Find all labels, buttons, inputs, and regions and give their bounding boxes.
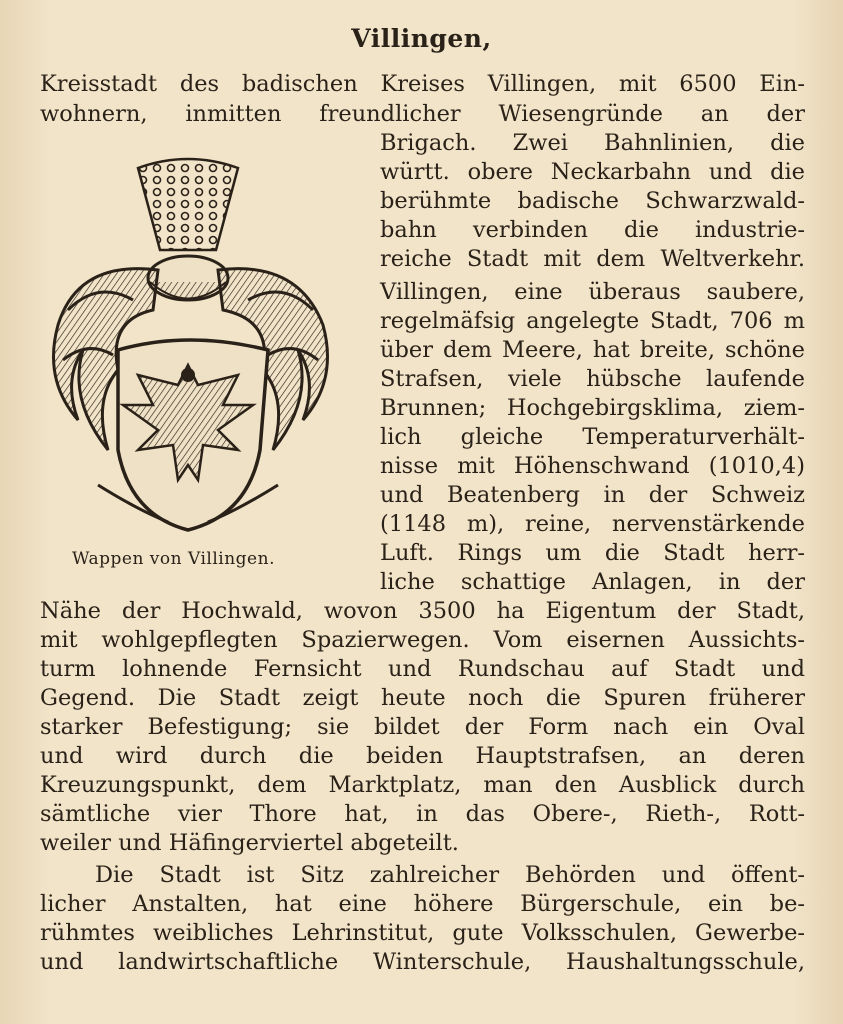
text-line: licher Anstalten, hat eine höhere Bürgerschule, ein be- <box>40 891 805 917</box>
text-line: mit wohlgepflegten Spazierwegen. Vom eisernen Aussichts- <box>40 627 805 653</box>
text-line: sämtliche vier Thore hat, in das Obere-, Rieth-, Rott- <box>40 801 805 827</box>
text-line: rühmtes weibliches Lehrinstitut, gute Volksschulen, Gewerbe- <box>40 920 805 946</box>
text-line: turm lohnende Fernsicht und Rundschau auf Stadt und <box>40 656 805 682</box>
text-line: weiler und Häfingerviertel abgeteilt. <box>40 830 459 856</box>
text-line: Luft. Rings um die Stadt herr- <box>380 540 805 566</box>
text-line: Villingen, eine überaus saubere, <box>380 279 805 305</box>
text-line: Die Stadt ist Sitz zahlreicher Behörden und öffent- <box>95 862 805 888</box>
page-title: Villingen, <box>351 24 492 53</box>
text-line: Strafsen, viele hübsche laufende <box>380 366 805 392</box>
text-line: und Beatenberg in der Schweiz <box>380 482 805 508</box>
text-line: und landwirtschaftliche Winterschule, Haushaltungsschule, <box>40 949 805 975</box>
text-line: lich gleiche Temperaturverhält- <box>380 424 805 450</box>
text-line: nisse mit Höhenschwand (1010,4) <box>380 453 805 479</box>
text-line: berühmte badische Schwarzwald- <box>380 188 805 214</box>
text-line: Nähe der Hochwald, wovon 3500 ha Eigentum der Stadt, <box>40 598 805 624</box>
text-line: Kreuzungspunkt, dem Marktplatz, man den Ausblick durch <box>40 772 805 798</box>
text-line: regelmäfsig angelegte Stadt, 706 m <box>380 308 805 334</box>
text-line: Kreisstadt des badischen Kreises Villingen, mit 6500 Ein- <box>40 71 805 97</box>
text-line: reiche Stadt mit dem Weltverkehr. <box>380 246 805 272</box>
coat-of-arms-icon <box>38 150 348 540</box>
text-line: (1148 m), reine, nervenstärkende <box>380 511 805 537</box>
text-line: über dem Meere, hat breite, schöne <box>380 337 805 363</box>
figure-caption: Wappen von Villingen. <box>72 549 275 569</box>
text-line: und wird durch die beiden Hauptstrafsen, an deren <box>40 743 805 769</box>
text-line: Gegend. Die Stadt zeigt heute noch die Spuren früherer <box>40 685 805 711</box>
text-line: bahn verbinden die industrie- <box>380 217 805 243</box>
coat-of-arms-figure <box>38 150 348 540</box>
text-line: liche schattige Anlagen, in der <box>380 569 805 595</box>
text-line: starker Befestigung; sie bildet der Form nach ein Oval <box>40 714 805 740</box>
text-line: Brigach. Zwei Bahnlinien, die <box>380 130 805 156</box>
text-line: württ. obere Neckarbahn und die <box>380 159 805 185</box>
text-line: Brunnen; Hochgebirgsklima, ziem- <box>380 395 805 421</box>
text-line: wohnern, inmitten freundlicher Wiesengründe an der <box>40 101 805 127</box>
